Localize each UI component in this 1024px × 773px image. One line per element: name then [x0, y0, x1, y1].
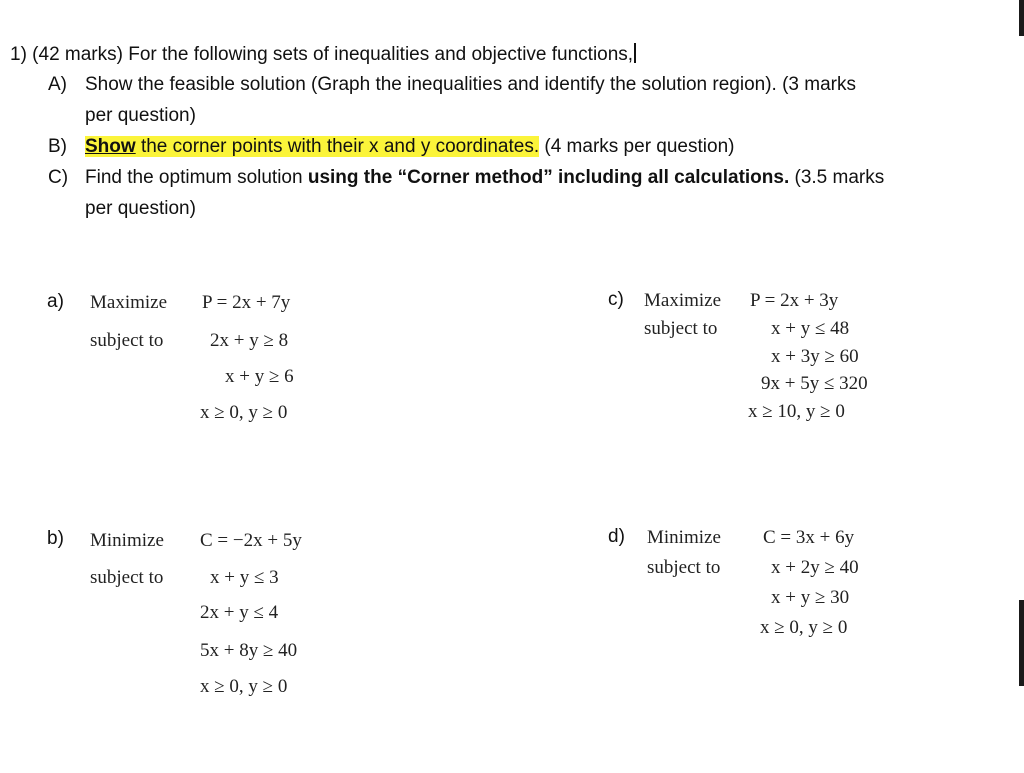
- highlighted-text: the corner points with their x and y coordinates.: [135, 136, 540, 157]
- problem-c-constraint-2: x + 3y ≥ 60: [771, 346, 859, 367]
- show-word: Show: [85, 136, 136, 157]
- problem-a-constraint-3: x ≥ 0, y ≥ 0: [200, 402, 288, 423]
- text-cursor: [634, 43, 636, 63]
- window-edge-top: [1019, 0, 1024, 36]
- part-b-marker: B): [48, 136, 67, 157]
- part-c-text-line2: per question): [85, 198, 196, 219]
- problem-d-constraint-2: x + y ≥ 30: [771, 587, 850, 608]
- problem-a-objective: P = 2x + 7y: [202, 292, 291, 313]
- problem-c-constraint-3: 9x + 5y ≤ 320: [761, 373, 868, 394]
- part-b-text: Show the corner points with their x and y coordinates. (4 marks per question): [85, 136, 735, 157]
- problem-c-subject: subject to: [644, 318, 718, 339]
- problem-c-keyword: Maximize: [644, 290, 722, 311]
- question-title: 1) (42 marks) For the following sets of inequalities and objective functions,: [10, 43, 636, 66]
- bold-instruction: using the “Corner method” including all calculations.: [307, 167, 790, 188]
- problem-b-subject: subject to: [90, 567, 164, 588]
- problem-d-constraint-1: x + 2y ≥ 40: [771, 557, 859, 578]
- problem-a-constraint-1: 2x + y ≥ 8: [210, 330, 289, 351]
- part-c-marker: C): [48, 167, 69, 188]
- problem-c-objective: P = 2x + 3y: [750, 290, 839, 311]
- window-edge-bottom: [1019, 600, 1024, 686]
- problem-c-constraint-1: x + y ≤ 48: [771, 318, 850, 339]
- problem-a-keyword: Maximize: [90, 292, 168, 313]
- problem-d-label: d): [608, 526, 625, 547]
- problem-c-label: c): [608, 289, 624, 310]
- problem-a-subject: subject to: [90, 330, 164, 351]
- problem-a-constraint-2: x + y ≥ 6: [225, 366, 294, 387]
- problem-b-constraint-1: x + y ≤ 3: [210, 567, 279, 588]
- problem-b-constraint-2: 2x + y ≤ 4: [200, 602, 279, 623]
- part-c-text-line1: Find the optimum solution using the “Corner method” including all calculations. (3.5 marks: [85, 167, 885, 188]
- problem-d-keyword: Minimize: [647, 527, 721, 548]
- problem-d-constraint-3: x ≥ 0, y ≥ 0: [760, 617, 848, 638]
- problem-b-constraint-4: x ≥ 0, y ≥ 0: [200, 676, 288, 697]
- problem-b-constraint-3: 5x + 8y ≥ 40: [200, 640, 298, 661]
- problem-a-label: a): [47, 291, 64, 312]
- problem-b-objective: C = −2x + 5y: [200, 530, 302, 551]
- problem-c-constraint-4: x ≥ 10, y ≥ 0: [748, 401, 845, 422]
- part-a-marker: A): [48, 74, 67, 95]
- problem-b-label: b): [47, 528, 64, 549]
- problem-d-objective: C = 3x + 6y: [763, 527, 855, 548]
- part-a-text-line2: per question): [85, 105, 196, 126]
- problem-d-subject: subject to: [647, 557, 721, 578]
- part-a-text-line1: Show the feasible solution (Graph the inequalities and identify the solution region). (3 marks: [85, 74, 856, 95]
- problem-b-keyword: Minimize: [90, 530, 164, 551]
